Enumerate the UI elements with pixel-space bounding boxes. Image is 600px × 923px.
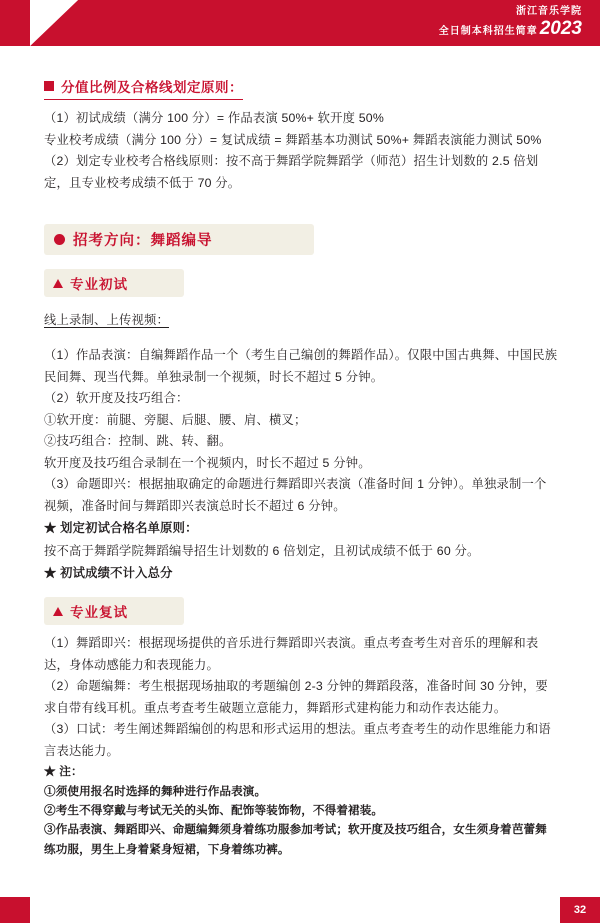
direction-title: 招考方向：舞蹈编导 xyxy=(73,233,213,250)
preliminary-item-2: （2）软开度及技巧组合： xyxy=(44,391,189,406)
retest-note-1: ①须使用报名时选择的舞种进行作品表演。 xyxy=(44,785,267,799)
retest-body xyxy=(44,633,558,858)
page-number-badge xyxy=(560,897,600,923)
preliminary-heading xyxy=(44,269,184,297)
page-footer xyxy=(0,893,600,923)
retest-note-3: ③作品表演、舞蹈即兴、命题编舞须身着练功服参加考试；软开度及技巧组合，女生须身着芭蕾舞练功服，男生上身着紧身短裙，下身着练功裤。 xyxy=(44,823,547,856)
square-bullet-icon xyxy=(44,81,54,91)
preliminary-item-2c: 软开度及技巧组合录制在一个视频内，时长不超过 5 分钟。 xyxy=(44,455,371,470)
preliminary-star-score-note: ★ 初试成绩不计入总分 xyxy=(44,566,173,581)
header-left-strip xyxy=(0,0,30,46)
score-rule-1: （1）初试成绩（满分 100 分）= 作品表演 50%+ 软开度 50% xyxy=(44,111,384,125)
direction-heading xyxy=(44,224,314,255)
retest-note-title: ★ 注： xyxy=(44,765,83,779)
institution-name: 浙江音乐学院 xyxy=(516,6,582,17)
preliminary-star-rule-note: 按不高于舞蹈学院舞蹈编导招生计划数的 6 倍划定，且初试成绩不低于 60 分。 xyxy=(44,543,480,558)
footer-left-strip xyxy=(0,897,30,923)
brochure-year: 2023 xyxy=(539,18,582,40)
retest-item-2: （2）命题编舞：考生根据现场抽取的考题编创 2-3 分钟的舞蹈段落，准备时间 30 分钟，要求自带有线耳机。重点考查考生破题立意能力，舞蹈形式建构能力和动作表达能力。 xyxy=(44,679,548,715)
preliminary-subtitle: 线上录制、上传视频： xyxy=(44,313,169,328)
retest-item-3: （3）口试：考生阐述舞蹈编创的构思和形式运用的想法。重点考查考生的动作思维能力和语言表达能力。 xyxy=(44,722,551,758)
preliminary-item-2b: ②技巧组合：控制、跳、转、翻。 xyxy=(44,434,232,449)
page-content xyxy=(0,58,600,859)
page-number: 32 xyxy=(573,904,587,916)
header-title-group xyxy=(439,6,582,39)
retest-item-1: （1）舞蹈即兴：根据现场提供的音乐进行舞蹈即兴表演。重点考查考生对音乐的理解和表达，身体动感能力和表现能力。 xyxy=(44,636,539,672)
section-score-rules-body xyxy=(44,108,558,194)
brochure-name: 全日制本科招生简章 xyxy=(438,26,538,37)
preliminary-item-2a: ①软开度：前腿、旁腿、后腿、腰、肩、横叉； xyxy=(44,412,307,427)
triangle-bullet-icon-2 xyxy=(53,607,63,616)
preliminary-item-3: （3）命题即兴：根据抽取确定的命题进行舞蹈即兴表演（准备时间 1 分钟）。单独录制一个视频，准备时间与舞蹈即兴表演总时长不超过 6 分钟。 xyxy=(44,477,547,513)
section-score-rules-heading xyxy=(44,76,558,100)
score-rule-3: （2）划定专业校考合格线原则：按不高于舞蹈学院舞蹈学（师范）招生计划数的 2.5 倍划定，且专业校考成绩不低于 70 分。 xyxy=(44,154,539,190)
page-header xyxy=(0,0,600,52)
retest-note-2: ②考生不得穿戴与考试无关的头饰、配饰等装饰物，不得着裙装。 xyxy=(44,804,384,818)
circle-bullet-icon xyxy=(54,234,65,245)
retest-heading xyxy=(44,597,184,625)
preliminary-body xyxy=(44,309,558,585)
retest-title: 专业复试 xyxy=(70,605,128,621)
preliminary-item-1: （1）作品表演：自编舞蹈作品一个（考生自己编创的舞蹈作品）。仅限中国古典舞、中国民族民间舞、现当代舞。单独录制一个视频，时长不超过 5 分钟。 xyxy=(44,348,558,384)
score-rule-2: 专业校考成绩（满分 100 分）= 复试成绩 = 舞蹈基本功测试 50%+ 舞蹈表演能力测试 50% xyxy=(44,132,542,147)
section-score-rules-title: 分值比例及合格线划定原则： xyxy=(61,80,243,95)
triangle-bullet-icon xyxy=(53,279,63,288)
preliminary-star-rule-title: ★ 划定初试合格名单原则： xyxy=(44,521,198,536)
preliminary-title: 专业初试 xyxy=(70,277,128,293)
